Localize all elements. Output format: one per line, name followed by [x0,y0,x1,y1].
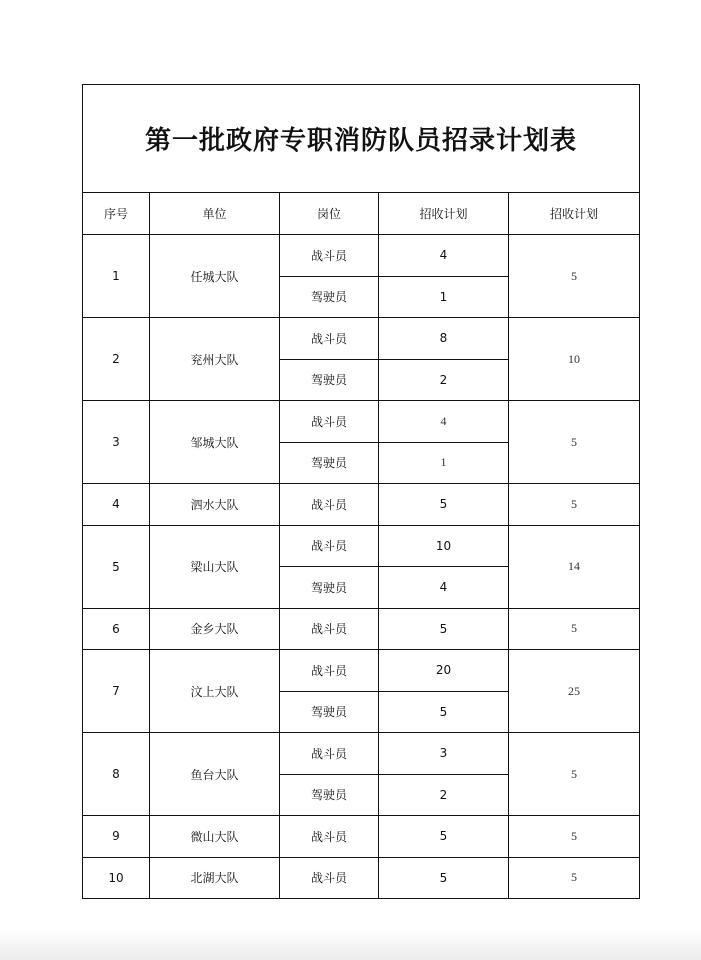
post-count: 1 [379,276,509,318]
unit-name: 邹城大队 [150,401,280,484]
table-row [83,857,640,899]
row-number: 4 [83,484,150,526]
post-name: 战斗员 [280,401,379,443]
row-number: 3 [83,401,150,484]
row-number: 5 [83,525,150,608]
unit-total: 5 [509,484,640,526]
header-no: 序号 [83,193,150,235]
unit-total: 25 [509,650,640,733]
row-number: 9 [83,816,150,858]
post-count: 5 [379,484,509,526]
post-count: 20 [379,650,509,692]
post-count: 4 [379,235,509,277]
post-count: 3 [379,733,509,775]
unit-name: 汶上大队 [150,650,280,733]
row-number: 7 [83,650,150,733]
header-post: 岗位 [280,193,379,235]
table-row [83,525,640,567]
table-row [83,608,640,650]
header-total: 招收计划 [509,193,640,235]
post-name: 战斗员 [280,235,379,277]
post-count: 5 [379,816,509,858]
post-count: 8 [379,318,509,360]
page-title: 第一批政府专职消防队员招录计划表 [83,85,640,193]
post-name: 战斗员 [280,857,379,899]
unit-total: 5 [509,235,640,318]
unit-total: 5 [509,816,640,858]
post-name: 战斗员 [280,608,379,650]
post-name: 战斗员 [280,650,379,692]
table-row [83,484,640,526]
unit-total: 5 [509,733,640,816]
row-number: 2 [83,318,150,401]
post-name: 驾驶员 [280,691,379,733]
unit-total: 5 [509,401,640,484]
post-count: 5 [379,691,509,733]
recruitment-plan-table [82,84,640,899]
post-count: 10 [379,525,509,567]
unit-name: 微山大队 [150,816,280,858]
table-row [83,235,640,277]
unit-name: 北湖大队 [150,857,280,899]
page-bottom-shadow [0,930,701,960]
table-row [83,816,640,858]
unit-total: 5 [509,857,640,899]
unit-total: 14 [509,525,640,608]
header-row [83,193,640,235]
post-count: 5 [379,608,509,650]
table-row [83,733,640,775]
unit-total: 10 [509,318,640,401]
header-unit: 单位 [150,193,280,235]
unit-total: 5 [509,608,640,650]
unit-name: 鱼台大队 [150,733,280,816]
unit-name: 任城大队 [150,235,280,318]
row-number: 1 [83,235,150,318]
post-name: 战斗员 [280,816,379,858]
table-row [83,650,640,692]
row-number: 10 [83,857,150,899]
post-name: 驾驶员 [280,359,379,401]
unit-name: 兖州大队 [150,318,280,401]
unit-name: 梁山大队 [150,525,280,608]
row-number: 8 [83,733,150,816]
table-row [83,401,640,443]
post-count: 5 [379,857,509,899]
post-name: 驾驶员 [280,442,379,484]
post-name: 驾驶员 [280,774,379,816]
table-row [83,318,640,360]
post-count: 4 [379,401,509,443]
post-count: 2 [379,359,509,401]
unit-name: 金乡大队 [150,608,280,650]
post-name: 战斗员 [280,318,379,360]
post-name: 战斗员 [280,525,379,567]
row-number: 6 [83,608,150,650]
post-name: 驾驶员 [280,276,379,318]
header-count: 招收计划 [379,193,509,235]
post-name: 驾驶员 [280,567,379,609]
post-count: 2 [379,774,509,816]
unit-name: 泗水大队 [150,484,280,526]
post-name: 战斗员 [280,484,379,526]
post-count: 1 [379,442,509,484]
post-count: 4 [379,567,509,609]
post-name: 战斗员 [280,733,379,775]
